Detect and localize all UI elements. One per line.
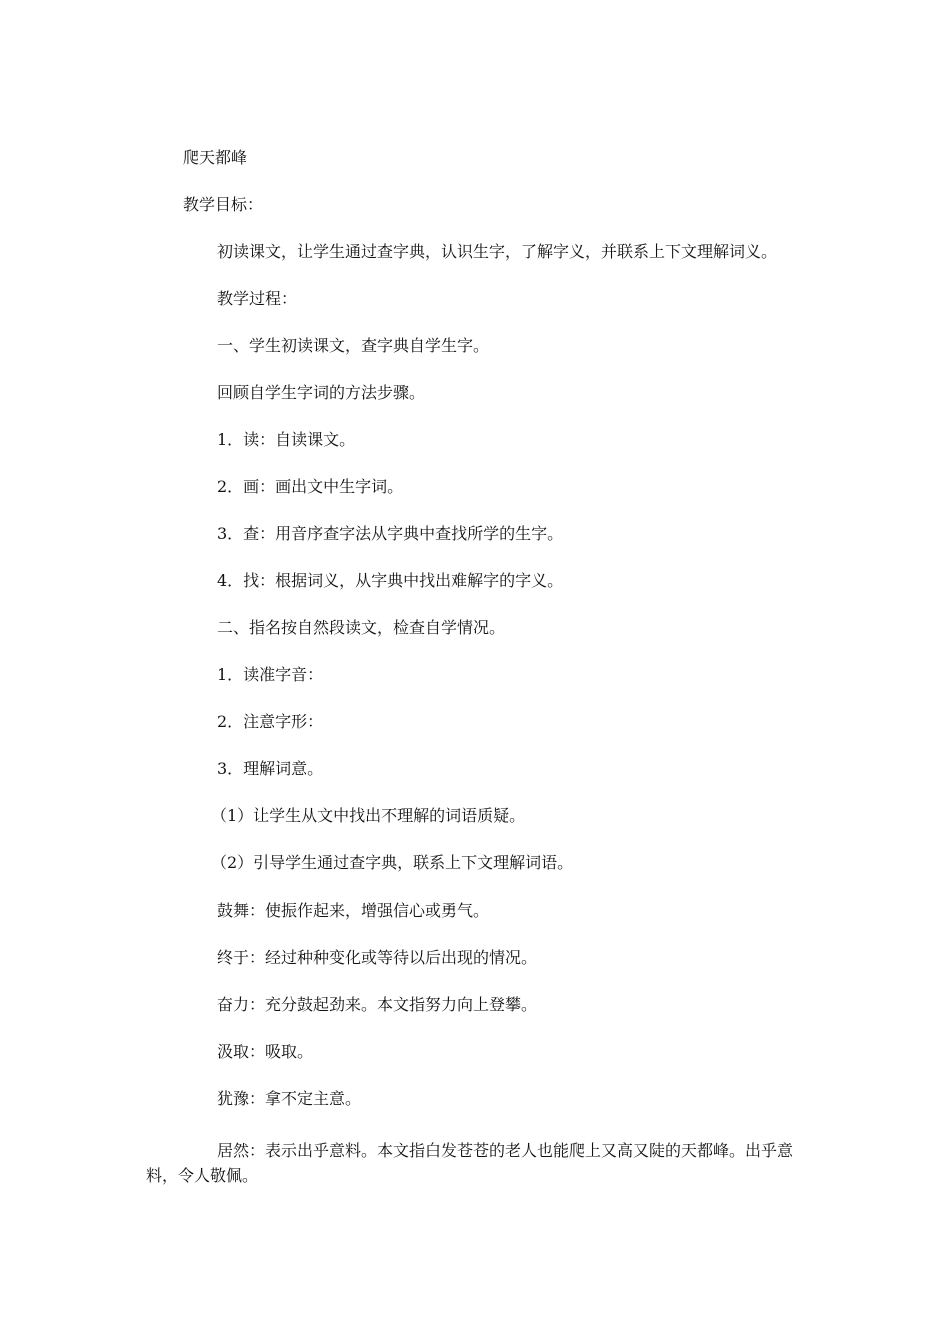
section2-item-form: 2．注意字形： bbox=[217, 712, 324, 731]
section2-heading: 二、指名按自然段读文，检查自学情况。 bbox=[217, 618, 506, 637]
section2-item-meaning: 3．理解词意。 bbox=[217, 759, 324, 778]
definition-guwu: 鼓舞：使振作起来，增强信心或勇气。 bbox=[217, 901, 490, 920]
step-item-read: 1．读：自读课文。 bbox=[217, 430, 356, 449]
definition-fenli: 奋力：充分鼓起劲来。本文指努力向上登攀。 bbox=[217, 995, 538, 1014]
document-title: 爬天都峰 bbox=[183, 148, 248, 167]
objectives-text: 初读课文，让学生通过查字典，认识生字，了解字义，并联系上下文理解词义。 bbox=[217, 242, 778, 261]
definition-zhongyu: 终于：经过种种变化或等待以后出现的情况。 bbox=[217, 948, 538, 967]
step-item-draw: 2．画：画出文中生字词。 bbox=[217, 477, 404, 496]
subitem-question: （1）让学生从文中找出不理解的词语质疑。 bbox=[211, 806, 526, 825]
step-item-lookup: 3．查：用音序查字法从字典中查找所学的生字。 bbox=[217, 524, 564, 543]
step-item-find: 4．找：根据词义，从字典中找出难解字的字义。 bbox=[217, 571, 564, 590]
section1-heading: 一、学生初读课文，查字典自学生字。 bbox=[217, 336, 490, 355]
definition-youyu: 犹豫：拿不定主意。 bbox=[217, 1089, 362, 1108]
process-heading: 教学过程： bbox=[217, 289, 298, 308]
objectives-heading: 教学目标： bbox=[183, 195, 264, 214]
subitem-guide: （2）引导学生通过查字典，联系上下文理解词语。 bbox=[211, 853, 574, 872]
definition-jiqu: 汲取：吸取。 bbox=[217, 1042, 314, 1061]
definition-juran: 居然：表示出乎意料。本文指白发苍苍的老人也能爬上又高又陡的天都峰。出乎意料，令人敬佩。 bbox=[146, 1141, 794, 1185]
section2-item-pronunciation: 1．读准字音： bbox=[217, 665, 324, 684]
section1-intro: 回顾自学生字词的方法步骤。 bbox=[217, 383, 426, 402]
